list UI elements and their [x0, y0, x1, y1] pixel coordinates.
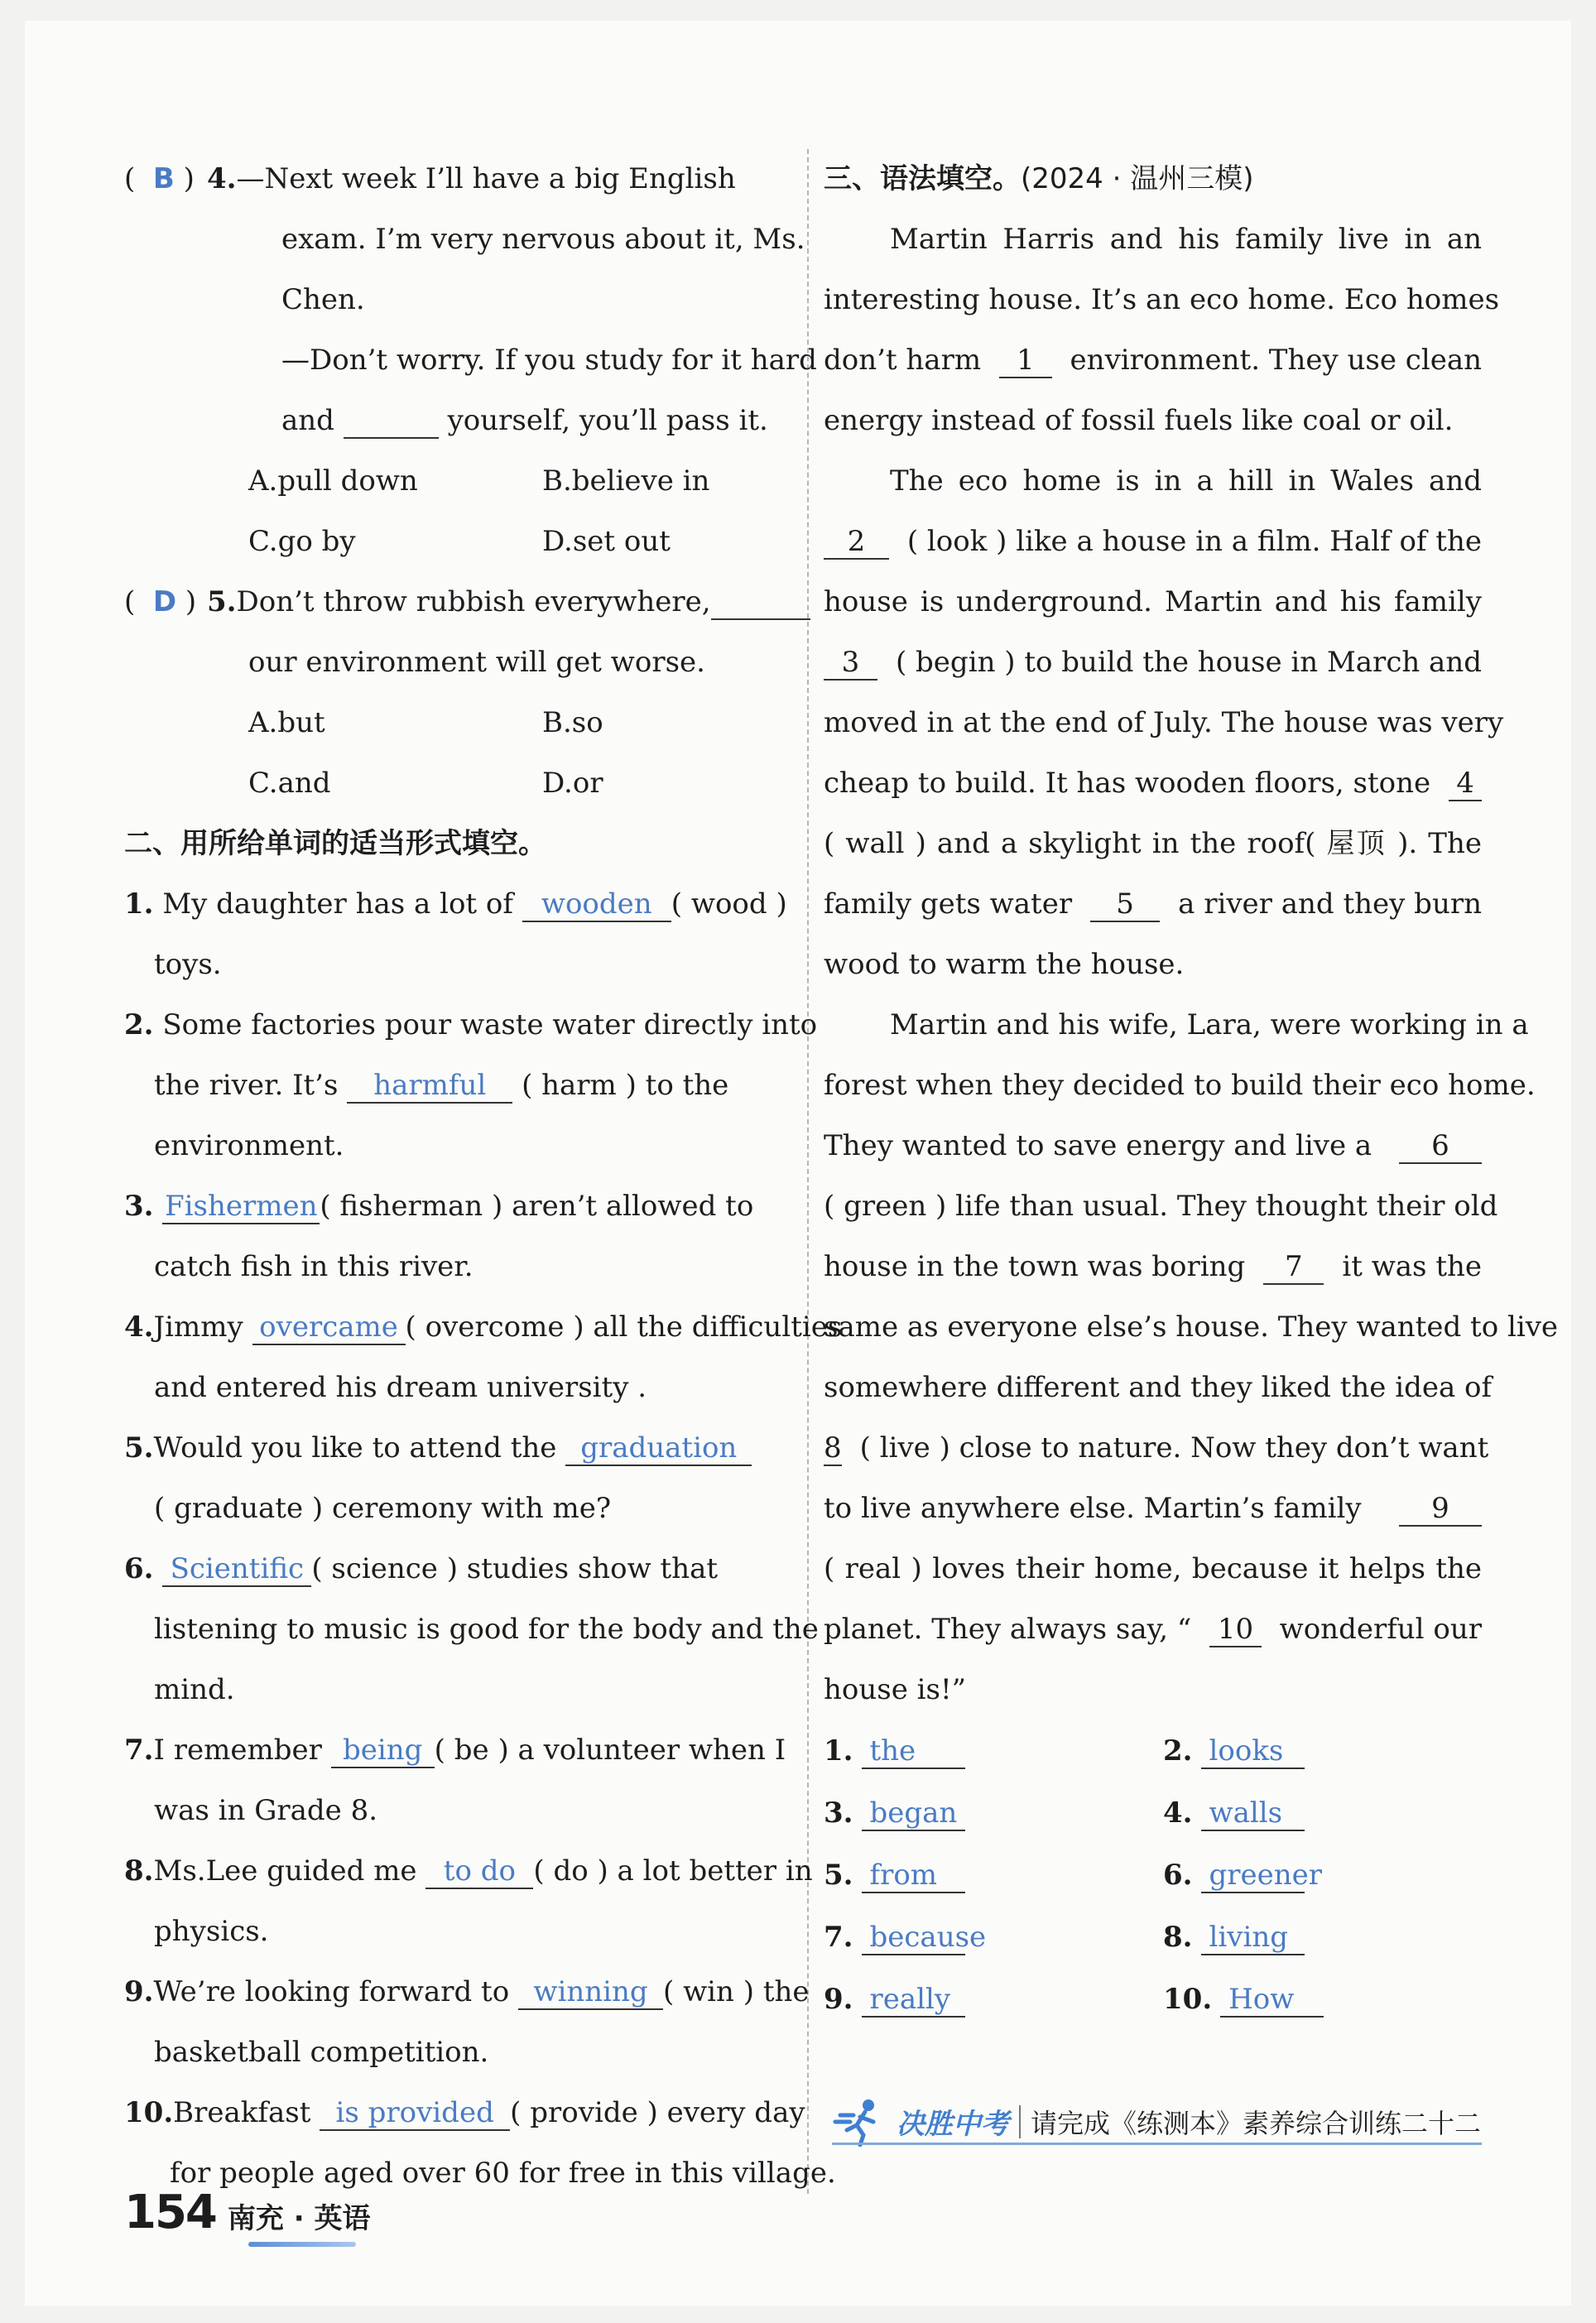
- item-text: We’re looking forward to: [153, 1975, 510, 2008]
- answer-number: 5.: [824, 1859, 853, 1892]
- answer-item: [824, 1782, 1163, 1844]
- answer-number: 2.: [1163, 1734, 1193, 1768]
- answer: overcame: [252, 1311, 406, 1345]
- item-text: basketball competition.: [154, 2036, 489, 2069]
- question-text: —Next week I’ll have a big English: [236, 162, 736, 195]
- option-d: D.or: [542, 767, 603, 800]
- item-text: mind.: [154, 1673, 235, 1706]
- answer: living: [1201, 1921, 1305, 1955]
- item-number: 7.: [124, 1734, 154, 1767]
- passage-line: energy instead of fossil fuels like coal or oil.: [824, 404, 1454, 437]
- fill-item-7: [124, 1720, 786, 1781]
- passage-line: wood to warm the house.: [824, 948, 1185, 981]
- question-text: [124, 391, 786, 451]
- footer: [124, 2186, 371, 2239]
- item-hint: ( be ) a volunteer when I: [434, 1734, 786, 1767]
- mc-answer: B: [152, 162, 175, 195]
- item-text: physics.: [154, 1915, 269, 1948]
- section-source: (2024 · 温州三模): [1021, 162, 1254, 195]
- item-hint: ( harm ) to the: [522, 1069, 729, 1102]
- passage-text: ( look ) like a house in a film. Half of the: [906, 525, 1482, 558]
- passage-text: a river and they burn: [1178, 887, 1482, 921]
- passage-line: Martin Harris and his family live in an: [890, 223, 1482, 256]
- item-text: Some factories pour waste water directly into: [162, 1008, 818, 1041]
- passage-text: house in the town was boring: [824, 1250, 1246, 1283]
- passage-line: same as everyone else’s house. They wanted to live: [824, 1311, 1559, 1344]
- fill-item-6: [124, 1539, 786, 1599]
- answer-item: [824, 1720, 1163, 1782]
- fill-item-4: [124, 1297, 843, 1358]
- practice-banner: [832, 2086, 1482, 2157]
- answer-item: [1163, 1907, 1482, 1969]
- answer: began: [862, 1796, 965, 1831]
- answer-number: 7.: [824, 1921, 853, 1954]
- option-c: C.and: [248, 767, 331, 800]
- answer: is provided: [320, 2096, 510, 2131]
- item-text: toys.: [154, 948, 222, 981]
- passage-line: house is!”: [824, 1673, 967, 1706]
- answer: greener: [1201, 1859, 1305, 1893]
- passage-text: to live anywhere else. Martin’s family: [824, 1492, 1362, 1525]
- option-a: A.but: [248, 706, 325, 739]
- item-text: for people aged over 60 for free in this village.: [170, 2157, 836, 2190]
- page-number: 154: [124, 2186, 216, 2239]
- question-text: Chen.: [281, 283, 365, 316]
- fill-item-5: [124, 1418, 786, 1479]
- passage-text: it was the: [1342, 1250, 1482, 1283]
- item-text: I remember: [153, 1734, 322, 1767]
- option-b: B.believe in: [542, 464, 710, 498]
- passage-line: The eco home is in a hill in Wales and: [890, 464, 1482, 498]
- item-hint: ( science ) studies show that: [311, 1552, 719, 1585]
- answer: walls: [1201, 1796, 1305, 1831]
- passage-line: [824, 1237, 1482, 1297]
- answer-number: 9.: [824, 1983, 853, 2016]
- section-title: 二、用所给单词的适当形式填空。: [124, 827, 546, 860]
- question-text: exam. I’m very nervous about it, Ms.: [281, 223, 805, 256]
- item-text: ( graduate ) ceremony with me?: [154, 1492, 612, 1525]
- answer: graduation: [565, 1431, 752, 1466]
- option-a: A.pull down: [248, 464, 418, 498]
- brand-logo-text: 决胜中考: [897, 2108, 1009, 2141]
- item-hint: ( overcome ) all the difficulties: [405, 1311, 843, 1344]
- answer: looks: [1201, 1734, 1305, 1769]
- section-title: [824, 149, 1482, 209]
- answer: from: [862, 1859, 965, 1893]
- passage-line: Martin and his wife, Lara, were working in a: [890, 1008, 1529, 1041]
- passage-text: ( begin ) to build the house in March and: [895, 646, 1482, 679]
- item-text: and entered his dream university .: [154, 1371, 647, 1404]
- options-row: [124, 753, 786, 814]
- item-line: [124, 1056, 786, 1116]
- fill-item-9: [124, 1962, 810, 2022]
- question-text: Don’t throw rubbish everywhere,: [236, 585, 711, 618]
- item-text: listening to music is good for the body and the: [154, 1613, 819, 1646]
- option-c: C.go by: [248, 525, 356, 558]
- answer-number: 3.: [824, 1796, 853, 1830]
- item-text: My daughter has a lot of: [162, 887, 513, 921]
- passage-text: family gets water: [824, 887, 1073, 921]
- answer: the: [862, 1734, 965, 1769]
- passage-line: [824, 874, 1482, 935]
- passage-text: They wanted to save energy and live a: [824, 1129, 1372, 1162]
- blank-number: 2: [824, 525, 889, 560]
- option-d: D.set out: [542, 525, 671, 558]
- item-number: 4.: [124, 1311, 154, 1344]
- section-title-text: 三、语法填空。: [824, 162, 1021, 195]
- answer-item: [1163, 1782, 1482, 1844]
- item-number: 3.: [124, 1190, 154, 1223]
- mc-q5-stem: [124, 572, 786, 632]
- options-row: [124, 451, 786, 512]
- blank: [344, 404, 439, 439]
- blank-number: 1: [999, 344, 1051, 378]
- passage-line: somewhere different and they liked the idea of: [824, 1371, 1493, 1404]
- blank-number: 4: [1449, 767, 1482, 801]
- right-column: [824, 149, 1559, 2031]
- passage-line: [824, 753, 1482, 814]
- question-word: and: [281, 404, 334, 437]
- answer: really: [862, 1983, 965, 2018]
- item-text: was in Grade 8.: [154, 1794, 378, 1827]
- banner-underline: [832, 2143, 1482, 2145]
- passage-line: house is underground. Martin and his family: [824, 585, 1482, 618]
- answer: to do: [425, 1854, 533, 1889]
- answer-item: [1163, 1969, 1482, 2031]
- fill-item-8: [124, 1841, 813, 1902]
- item-number: 8.: [124, 1854, 154, 1888]
- question-number: 5.: [207, 585, 237, 618]
- banner-separator: [1019, 2105, 1021, 2138]
- option-b: B.so: [542, 706, 603, 739]
- footer-accent-bar: [248, 2242, 356, 2247]
- blank-number: 5: [1090, 887, 1160, 922]
- fill-item-10: [124, 2083, 805, 2143]
- passage-line: [824, 330, 1482, 391]
- answer-item: [1163, 1844, 1482, 1907]
- item-number: 1.: [124, 887, 154, 921]
- passage-text: environment. They use clean: [1070, 344, 1482, 377]
- item-text: environment.: [154, 1129, 344, 1162]
- item-number: 5.: [124, 1431, 154, 1464]
- fill-item-1: [124, 874, 786, 935]
- item-text: Breakfast: [173, 2096, 311, 2129]
- answer: Fishermen: [162, 1190, 320, 1224]
- blank-number: 3: [824, 646, 877, 681]
- question-text: our environment will get worse.: [248, 646, 705, 679]
- answer: being: [331, 1734, 435, 1768]
- passage-line: [824, 1418, 1489, 1479]
- passage-text: planet. They always say, “: [824, 1613, 1192, 1646]
- passage-line: interesting house. It’s an eco home. Eco homes: [824, 283, 1500, 316]
- answer-number: 8.: [1163, 1921, 1193, 1954]
- answer-grid: [824, 1720, 1482, 2031]
- item-text: the river. It’s: [154, 1069, 339, 1102]
- item-hint: ( provide ) every day: [510, 2096, 805, 2129]
- item-hint: ( do ) a lot better in: [533, 1854, 813, 1888]
- passage-text: ( live ) close to nature. Now they don’t want: [859, 1431, 1489, 1464]
- passage-text: wonderful our: [1279, 1613, 1482, 1646]
- banner-text: 请完成《练测本》素养综合训练二十二: [1031, 2107, 1482, 2139]
- passage-line: [824, 512, 1482, 572]
- answer-number: 1.: [824, 1734, 853, 1768]
- left-column: [124, 149, 843, 2204]
- answer: winning: [518, 1975, 663, 2010]
- answer: because: [862, 1921, 965, 1955]
- blank-number: 10: [1209, 1613, 1261, 1647]
- blank-number: 6: [1399, 1129, 1482, 1164]
- footer-label: 南充 · 英语: [227, 2202, 371, 2235]
- passage-line: moved in at the end of July. The house was very: [824, 706, 1504, 739]
- question-text: yourself, you’ll pass it.: [447, 404, 768, 437]
- answer-item: [824, 1907, 1163, 1969]
- passage-line: [824, 632, 1482, 693]
- item-number: 2.: [124, 1008, 154, 1041]
- passage-line: forest when they decided to build their eco home.: [824, 1069, 1536, 1102]
- answer-number: 10.: [1163, 1983, 1213, 2016]
- passage-line: [824, 1116, 1482, 1176]
- item-number: 9.: [124, 1975, 154, 2008]
- passage-line: ( wall ) and a skylight in the roof( 屋顶 ). The: [824, 827, 1482, 860]
- blank-number: 9: [1399, 1492, 1482, 1527]
- answer: harmful: [347, 1069, 512, 1104]
- answer-item: [824, 1969, 1163, 2031]
- blank: [711, 585, 810, 620]
- passage-text: don’t harm: [824, 344, 982, 377]
- item-text: catch fish in this river.: [154, 1250, 474, 1283]
- blank-number: 8: [824, 1431, 842, 1464]
- mc-answer: D: [152, 585, 177, 618]
- question-text: —Don’t worry. If you study for it hard: [281, 344, 817, 377]
- passage-line: ( real ) loves their home, because it helps the: [824, 1552, 1482, 1585]
- answer-item: [1163, 1720, 1482, 1782]
- passage-line: [824, 1599, 1482, 1660]
- runner-icon: [832, 2097, 890, 2147]
- answer-number: 6.: [1163, 1859, 1193, 1892]
- answer-paren: ( B ): [124, 162, 195, 195]
- passage-line: ( green ) life than usual. They thought their old: [824, 1190, 1498, 1223]
- fill-item-2: [124, 995, 818, 1056]
- answer-paren: ( D ): [124, 585, 197, 618]
- item-number: 10.: [124, 2096, 174, 2129]
- fill-item-3: [124, 1176, 786, 1237]
- item-hint: ( wood ): [671, 887, 787, 921]
- options-row: [124, 512, 786, 572]
- answer: How: [1220, 1983, 1324, 2018]
- mc-q4-stem: [124, 149, 786, 209]
- options-row: [124, 693, 786, 753]
- answer-item: [824, 1844, 1163, 1907]
- blank-number: 7: [1263, 1250, 1324, 1285]
- passage-text: cheap to build. It has wooden floors, stone: [824, 767, 1431, 800]
- item-text: Jimmy: [153, 1311, 243, 1344]
- answer: Scientific: [162, 1552, 311, 1587]
- passage-line: [824, 1479, 1482, 1539]
- question-number: 4.: [207, 162, 237, 195]
- item-text: Ms.Lee guided me: [153, 1854, 417, 1888]
- answer: wooden: [522, 887, 671, 922]
- passage: [824, 209, 1559, 1720]
- item-hint: ( fisherman ) aren’t allowed to: [320, 1190, 754, 1223]
- item-text: Would you like to attend the: [153, 1431, 557, 1464]
- item-hint: ( win ) the: [663, 1975, 810, 2008]
- answer-number: 4.: [1163, 1796, 1193, 1830]
- item-number: 6.: [124, 1552, 154, 1585]
